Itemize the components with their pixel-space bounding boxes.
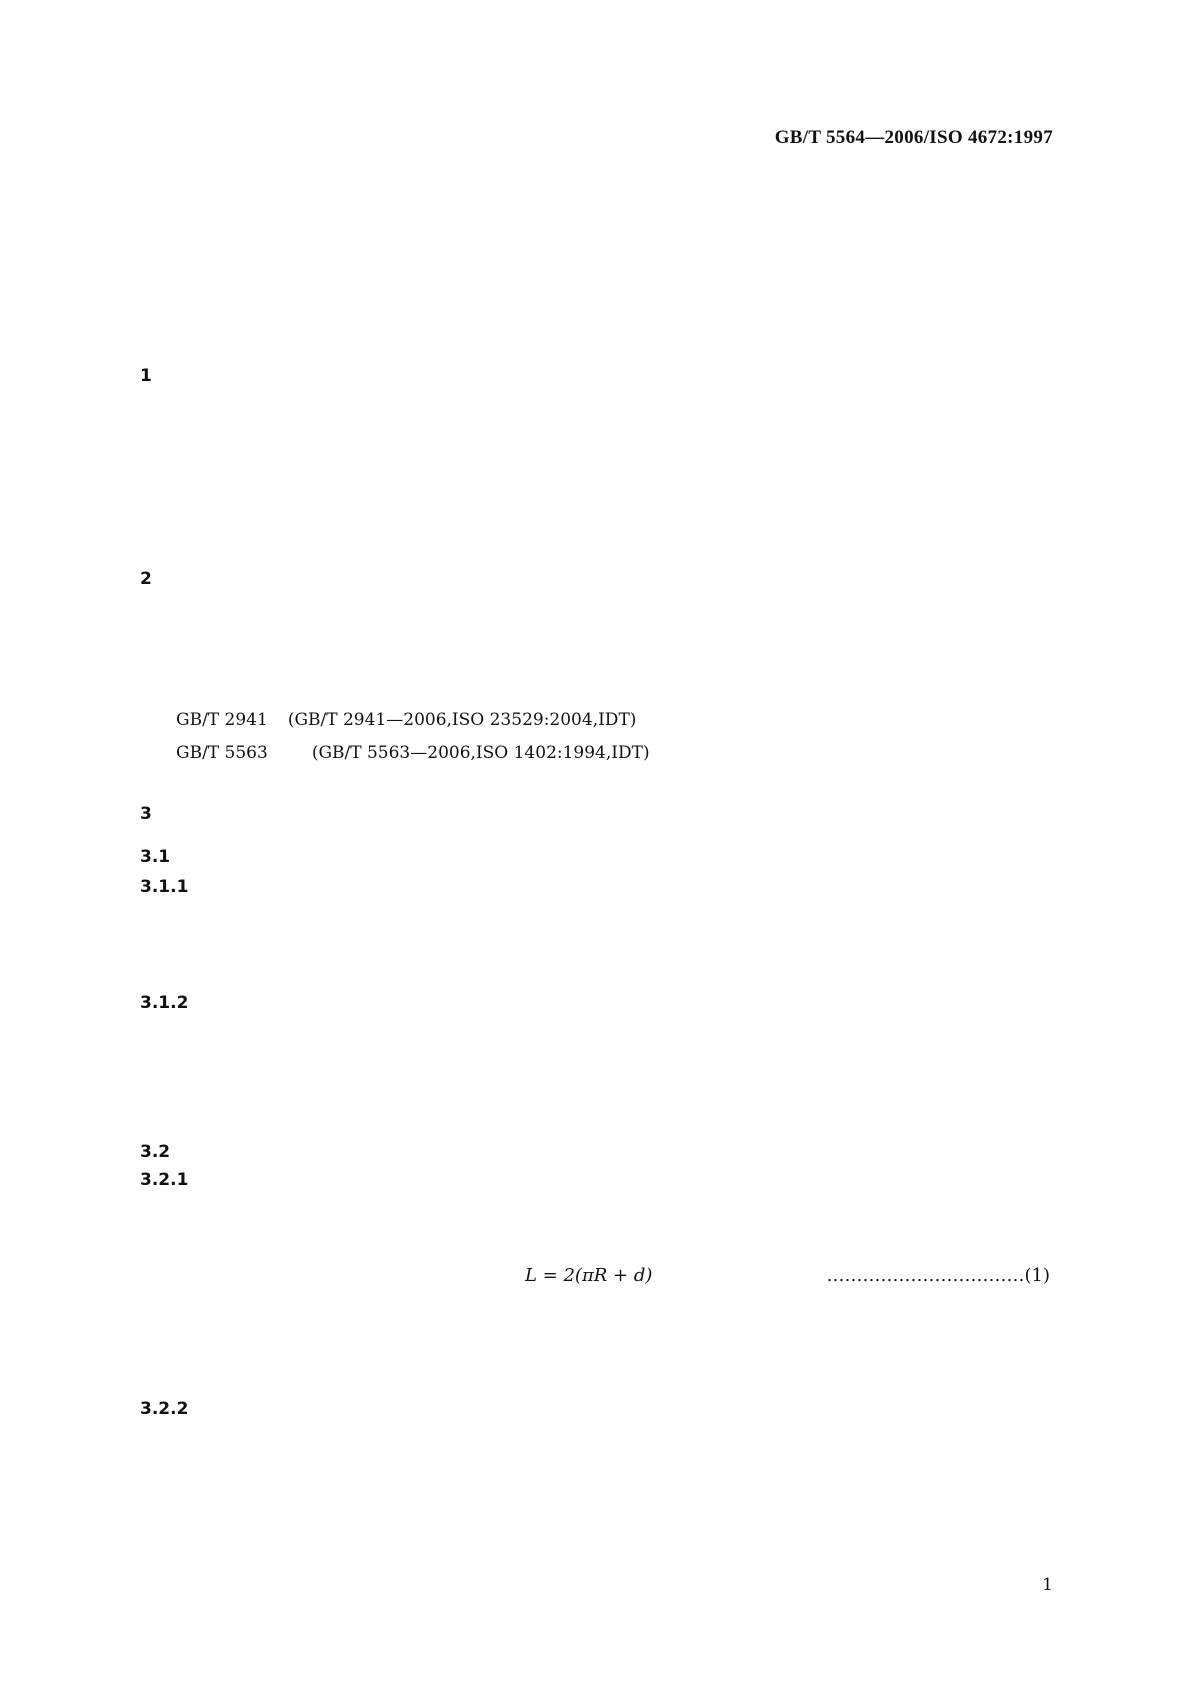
subsection-3-1-2-heading [140,993,208,1013]
subsection-3-2-2-heading [140,1399,208,1419]
section-1-heading [140,366,172,386]
formula-expression: L = 2(πR + d) [525,1265,653,1286]
section-number: 3.2 [140,1142,171,1162]
reference-note: (GB/T 2941—2006,ISO 23529:2004,IDT) [287,710,637,730]
normative-reference [140,737,1050,770]
section-number: 2 [140,569,152,589]
formula-number: ……………………………(1) [826,1265,1050,1286]
section-number: 3.1.1 [140,877,189,897]
document-title [0,227,1191,258]
section-3-heading [140,804,172,824]
section-number: 3.1 [140,847,171,867]
page-number: 1 [1042,1575,1053,1595]
section-2-heading [140,569,172,589]
section-number: 1 [140,366,152,386]
subsection-3-1-heading [140,847,190,867]
standard-code: GB/T 5564—2006/ISO 4672:1997 [774,127,1053,148]
subsection-3-2-heading [140,1142,190,1162]
reference-note: (GB/T 5563—2006,ISO 1402:1994,IDT) [311,743,650,763]
formula-1 [140,1265,1050,1295]
reference-id: GB/T 2941 [176,710,268,730]
section-number: 3.2.2 [140,1399,189,1419]
section-number: 3.2.1 [140,1170,189,1190]
section-number: 3.1.2 [140,993,189,1013]
subsection-3-2-1-heading [140,1170,208,1190]
reference-id: GB/T 5563 [176,743,268,763]
subsection-3-1-1-heading [140,877,208,897]
section-number: 3 [140,804,152,824]
normative-reference [140,704,1050,737]
